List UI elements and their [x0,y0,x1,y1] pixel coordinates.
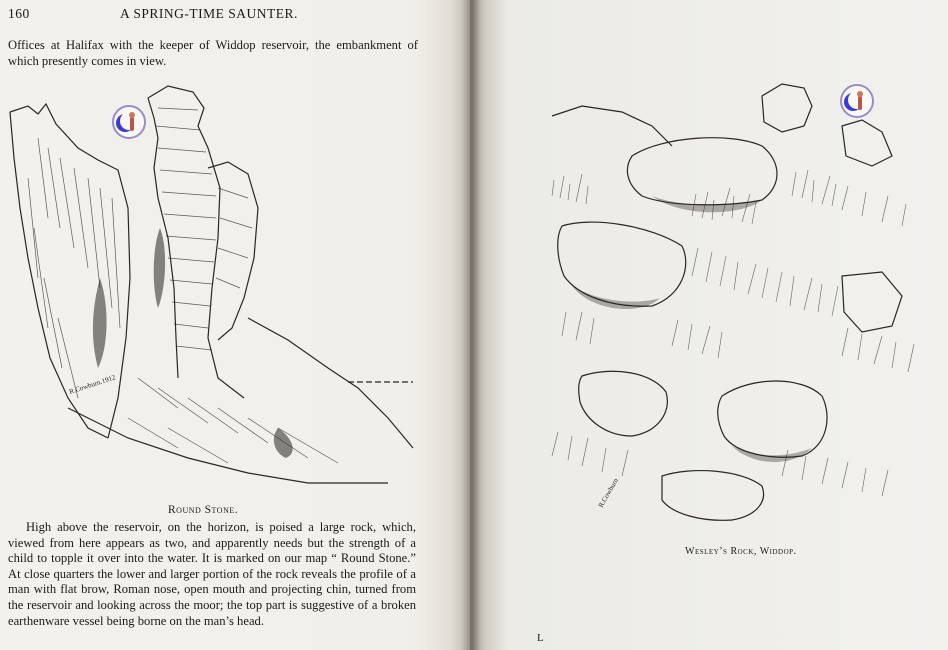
book-gutter [462,0,480,650]
left-page [0,0,470,650]
body-paragraph: High above the reservoir, on the horizon, is poised a large rock, which, viewed from here appears as two, and apparently needs but the strength of a child to topple it over into the water. It is marked on our map “ Round Stone.” At close quarters the lower and larger portion of the rock reveals the profile of a man with flat brow, Roman nose, open mouth and projecting chin, turned from the reservoir and looking across the moor; the top part is suggestive of a broken earthenware vessel being borne on the man’s head. [8,520,416,628]
wesleys-rock-illustration [542,76,932,536]
opening-paragraph: Offices at Halifax with the keeper of Widdop reservoir, the embankment of which presently comes in view. [8,38,418,68]
overlay-badge-left [112,105,146,139]
signature-mark: L [537,632,544,644]
round-stone-illustration [8,78,418,490]
figure-icon [130,117,134,131]
figure-icon [858,96,862,110]
running-title: A SPRING-TIME SAUNTER. [120,6,298,21]
svg-text:R.Cowburn.1912: R.Cowburn.1912 [68,373,117,396]
svg-text:R.Cowburn: R.Cowburn [596,476,620,509]
round-stone-caption: Round Stone. [168,504,239,516]
right-page [470,0,948,650]
page-number: 160 [8,6,30,21]
overlay-badge-right [840,84,874,118]
wesleys-rock-caption: Wesley’s Rock, Widdop. [685,546,797,557]
